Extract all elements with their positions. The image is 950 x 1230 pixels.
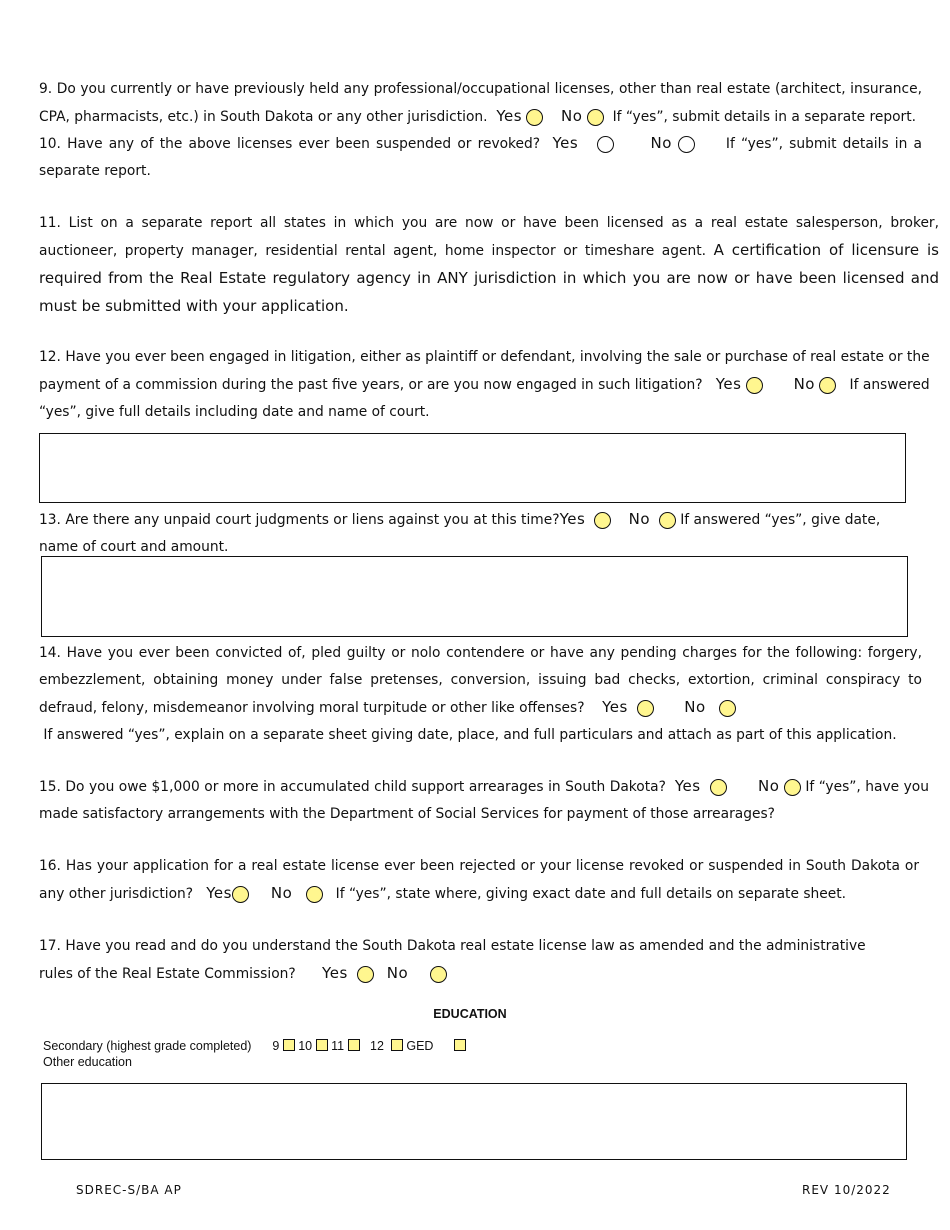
q15-yes-radio[interactable] [710,779,727,796]
q12-yes-label: Yes [715,375,742,393]
grade-12-checkbox[interactable] [391,1039,403,1051]
q14-no-radio[interactable] [719,700,736,717]
q16-no-label: No [270,884,293,902]
q14-no-label: No [684,698,706,716]
ged-checkbox[interactable] [454,1039,466,1051]
q15-no-label: No [757,777,780,795]
secondary-label: Secondary (highest grade completed) [43,1039,252,1053]
q9-yes-label: Yes [496,107,523,125]
q10-no-label: No [650,134,672,152]
q15-no-radio[interactable] [784,779,801,796]
q16-no-radio[interactable] [306,886,323,903]
ged-label: GED [406,1039,434,1053]
question-13 [39,506,922,561]
q12-text: 12. Have you ever been engaged in litigation, either as plaintiff or defendant, involving the sale or purchase of real estate or the payment of a commission during the past five years, or are you now engaged in such litigation? [39,349,930,393]
q10-yes-label: Yes [552,134,579,152]
q9-tail: If “yes”, submit details in a separate report. [612,109,917,125]
question-14 [39,640,922,749]
q17-text2: rules of the Real Estate Commission? [39,966,296,982]
q13-no-radio[interactable] [659,512,676,529]
q13-tail: If answered “yes”, give date, name of court and amount. [39,512,881,555]
q11-text: 11. List on a separate report all states in which you are now or have been licensed as a real estate salesperson, broker, auctioneer, property manager, residential rental agent, home inspector or timeshare agent. [39,215,939,259]
q15-tail: If “yes”, have you made satisfactory arrangements with the Department of Social Services for payment of those arrearages? [39,779,929,822]
grade-10-checkbox[interactable] [316,1039,328,1051]
question-9 [39,76,922,131]
question-15 [39,773,929,828]
q12-yes-radio[interactable] [746,377,763,394]
q16-text: 16. Has your application for a real estate license ever been rejected or your license revoked or suspended in South Dakota or any other jurisdiction? [39,858,919,902]
q14-yes-radio[interactable] [637,700,654,717]
question-12 [39,344,932,426]
other-education-label: Other education [43,1055,132,1069]
q9-yes-radio[interactable] [526,109,543,126]
q13-no-label: No [628,510,651,528]
q16-yes-label: Yes [206,884,232,902]
question-16 [39,853,919,908]
q17-yes-label: Yes [322,964,348,982]
q15-yes-label: Yes [674,777,701,795]
q9-no-radio[interactable] [587,109,604,126]
q10-yes-radio[interactable] [597,136,614,153]
q14-yes-label: Yes [602,698,628,716]
q15-text: 15. Do you owe $1,000 or more in accumulated child support arrearages in South Dakota? [39,779,666,795]
q10-tail: If “yes”, submit details in a separate report. [39,136,922,179]
q13-details-textbox[interactable] [41,556,908,637]
q13-yes-radio[interactable] [594,512,611,529]
secondary-education-row [43,1039,466,1053]
revision-label: REV 10/2022 [802,1183,891,1197]
q16-tail: If “yes”, state where, giving exact date and full details on separate sheet. [335,886,847,902]
grade-10-label: 10 [298,1039,313,1053]
q9-text: 9. Do you currently or have previously held any professional/occupational licenses, other than real estate (architect, insurance, CPA, pharmacists, etc.) in South Dakota or any other jurisdiction. [39,81,922,125]
grade-9-label: 9 [272,1039,280,1053]
q14-tail: If answered “yes”, explain on a separate sheet giving date, place, and full particulars and attach as part of this application. [43,727,897,743]
q11-text2: A certification of licensure is required from the Real Estate regulatory agency in ANY jurisdiction in which you are now or have been licensed and must be submitted with your application. [39,241,939,315]
question-11 [39,210,939,321]
question-17 [39,933,922,988]
question-10 [39,130,922,185]
q17-no-label: No [386,964,409,982]
grade-12-label: 12 [370,1039,384,1053]
q17-no-radio[interactable] [430,966,447,983]
q12-no-radio[interactable] [819,377,836,394]
form-id: SDREC-S/BA AP [76,1183,182,1197]
q12-no-label: No [793,375,815,393]
q9-no-label: No [560,107,583,125]
grade-11-label: 11 [331,1039,345,1053]
q14-text: 14. Have you ever been convicted of, pled guilty or nolo contendere or have any pending charges for the following: forgery, embezzlement, obtaining money under false pretenses, conversion, issuing bad checks, extortion, criminal conspiracy to defraud, felony, misdemeanor involving moral turpitude or other like offenses? [39,645,922,716]
q12-tail: If answered “yes”, give full details including date and name of court. [39,377,930,420]
q17-yes-radio[interactable] [357,966,374,983]
education-heading: EDUCATION [433,1007,507,1021]
grade-9-checkbox[interactable] [283,1039,295,1051]
q13-text: 13. Are there any unpaid court judgments or liens against you at this time? [39,512,560,528]
q10-text: 10. Have any of the above licenses ever been suspended or revoked? [39,136,541,152]
q17-text: 17. Have you read and do you understand the South Dakota real estate license law as amended and the administrative [39,938,866,954]
q16-yes-radio[interactable] [232,886,249,903]
other-education-textbox[interactable] [41,1083,907,1160]
q10-no-radio[interactable] [678,136,695,153]
q13-yes-label: Yes [559,510,586,528]
grade-11-checkbox[interactable] [348,1039,360,1051]
q12-details-textbox[interactable] [39,433,906,503]
